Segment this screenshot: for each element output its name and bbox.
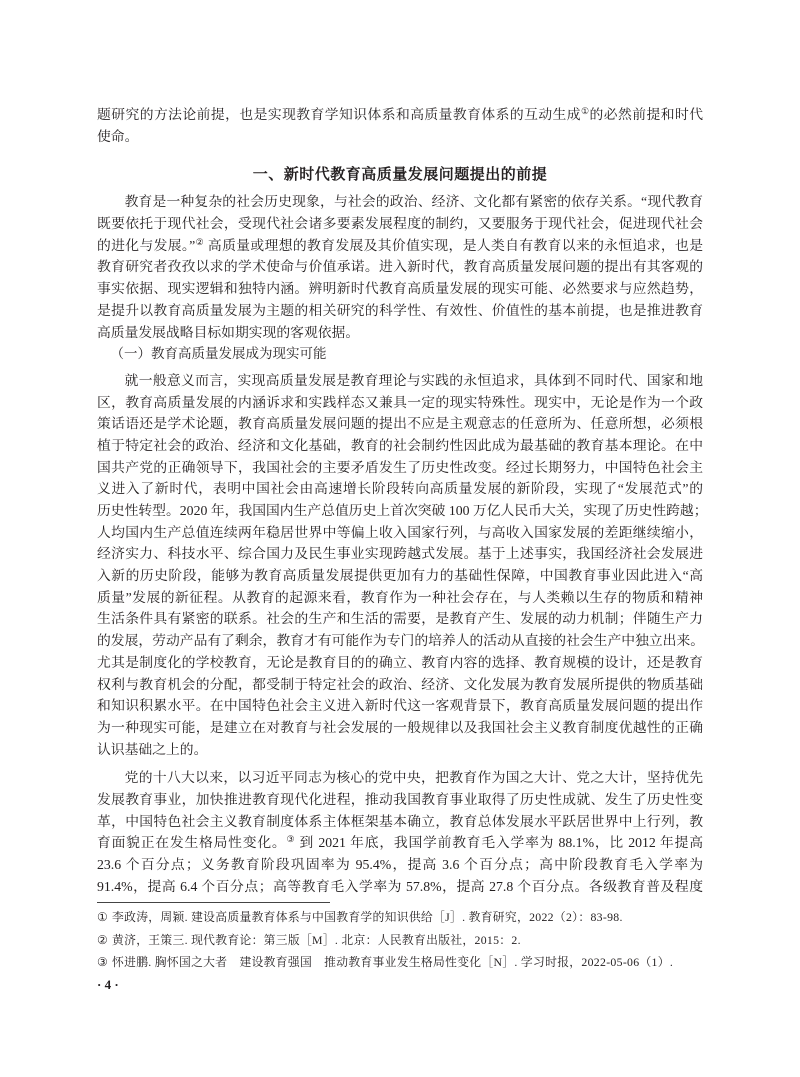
text-line: 教育研究者孜孜以求的学术使命与价值承诺。进入新时代，教育高质量发展问题的提出有其客观的 bbox=[97, 259, 703, 275]
footnote-item bbox=[97, 951, 707, 974]
text-line: 是提升以教育高质量发展为主题的相关研究的科学性、有效性、价值性的基本前提，也是推进教育 bbox=[97, 302, 703, 318]
text-line: 尤其是制度化的学校教育，无论是教育目的的确立、教育内容的选择、教育规模的设计，还是教育 bbox=[97, 654, 703, 670]
footnote-ref-2: ② bbox=[195, 236, 205, 247]
text-line: 和知识积累水平。在中国特色社会主义进入新时代这一客观背景下，教育高质量发展问题的提出作 bbox=[97, 698, 703, 714]
text-line: 认识基础之上的。 bbox=[97, 741, 208, 757]
text-run: 题研究的方法论前提，也是实现教育学知识体系和高质量教育体系的互动生成 bbox=[97, 107, 582, 122]
footnote-ref-1: ① bbox=[581, 106, 590, 116]
footnote-marker: ③ bbox=[97, 955, 108, 969]
subsection-heading: （一）教育高质量发展成为现实可能 bbox=[110, 346, 327, 362]
text-line bbox=[97, 235, 703, 257]
footnote-marker: ② bbox=[97, 932, 108, 947]
text-line: 植于特定社会的政治、经济和文化基础，教育的社会制约性因此成为最基础的教育基本理论。在中 bbox=[97, 437, 703, 453]
text-line: 历史性转型。2020 年，我国国内生产总值历史上首次突破 100 万亿人民币大关，实现了历史性跨越； bbox=[97, 503, 708, 518]
text-line: 权利与教育机会的分配，都受制于特定社会的政治、经济、文化发展为教育发展所提供的物质基础 bbox=[97, 676, 703, 692]
footnote-marker: ① bbox=[97, 910, 108, 924]
text-line: 生活条件具有紧密的联系。社会的生产和生活的需要，是教育产生、发展的动力机制；伴随生产力 bbox=[97, 611, 703, 627]
section-heading: 一、新时代教育高质量发展问题提出的前提 bbox=[252, 167, 548, 184]
text-line: 人均国内生产总值连续两年稳居世界中等偏上收入国家行列，与高收入国家发展的差距继续缩小， bbox=[97, 524, 703, 540]
footnote-text: 怀进鹏. 胸怀国之大者 建设教育强国 推动教育事业发生格局性变化［N］. 学习时报，2022-05-06（1）. bbox=[112, 955, 674, 969]
footnote-ref-3: ③ bbox=[286, 834, 296, 845]
footnotes bbox=[97, 906, 707, 974]
text-line: 就一般意义而言，实现高质量发展是教育理论与实践的永恒追求，具体到不同时代、国家和地 bbox=[124, 372, 703, 388]
text-line: 的发展，劳动产品有了剩余，教育才有可能作为专门的培养人的活动从直接的社会生产中独立出来。 bbox=[97, 633, 705, 649]
text-line: 23.6 个百分点；义务教育阶段巩固率为 95.4%，提高 3.6 个百分点；高中阶段教育毛入学率为 bbox=[97, 857, 703, 872]
page-number: · 4 · bbox=[97, 977, 119, 992]
text-line: 事实依据、现实逻辑和独特内涵。辨明新时代教育高质量发展的现实可能、必然要求与应然趋势， bbox=[97, 281, 703, 297]
text-line: 既要依托于现代社会，受现代社会诸多要素发展程度的制约，又要服务于现代社会，促进现代社会 bbox=[97, 216, 703, 232]
footnote-text: 李政涛，周颖. 建设高质量教育体系与中国教育学的知识供给［J］. 教育研究，2022（2）：83-98. bbox=[112, 910, 623, 924]
text-line: 义进入了新时代，表明中国社会由高速增长阶段转向高质量发展的新阶段，实现了“发展范式”的 bbox=[97, 481, 703, 497]
text-run: 育面貌正在发生格局性变化。 bbox=[97, 835, 287, 851]
text-line bbox=[97, 104, 703, 126]
text-line: 革，中国特色社会主义教育制度体系主体框架基本确立，教育总体发展水平跃居世界中上行列，教 bbox=[97, 813, 703, 829]
footnote-rule bbox=[97, 902, 330, 903]
paragraph bbox=[97, 767, 703, 897]
text-line: 国共产党的正确领导下，我国社会的主要矛盾发生了历史性改变。经过长期努力，中国特色社会主 bbox=[97, 459, 703, 475]
text-line: 党的十八大以来，以习近平同志为核心的党中央，把教育作为国之大计、党之大计，坚持优先 bbox=[124, 770, 703, 786]
text-line: 区，教育高质量发展的内涵诉求和实践样态又兼具一定的现实特殊性。现实中，无论是作为一个政 bbox=[97, 394, 703, 410]
footnote-item bbox=[97, 929, 707, 952]
paragraph bbox=[97, 370, 708, 760]
text-line: 高质量发展战略目标如期实现的客观依据。 bbox=[97, 324, 360, 340]
text-line: 使命。 bbox=[97, 128, 139, 144]
body-text bbox=[97, 104, 708, 897]
footnote-text: 黄济，王策三. 现代教育论：第三版［M］. 北京：人民教育出版社，2015：2. bbox=[112, 932, 521, 947]
footnote-item bbox=[97, 906, 707, 929]
text-line: 发展教育事业，加快推进教育现代化进程，推动我国教育事业取得了历史性成就、发生了历史性变 bbox=[97, 791, 703, 807]
paragraph bbox=[97, 191, 703, 343]
text-line: 经济实力、科技水平、综合国力及民生事业实现跨越式发展。基于上述事实，我国经济社会发展进 bbox=[97, 546, 703, 562]
text-line bbox=[97, 832, 703, 854]
text-line: 教育是一种复杂的社会历史现象，与社会的政治、经济、文化都有紧密的依存关系。“现代教育 bbox=[124, 194, 703, 210]
text-run: 高质量或理想的教育发展及其价值实现，是人类自有教育以来的永恒追求，也是 bbox=[204, 237, 703, 253]
text-run: 到 2021 年底，我国学前教育毛入学率为 88.1%，比 2012 年提高 bbox=[295, 835, 703, 851]
text-line: 入新的历史阶段，能够为教育高质量发展提供更加有力的基础性保障，中国教育事业因此进入“高 bbox=[97, 568, 703, 584]
text-line: 91.4%，提高 6.4 个百分点；高等教育毛入学率为 57.8%，提高 27.8 个百分点。各级教育普及程度 bbox=[97, 878, 703, 894]
text-line: 为一种现实可能，是建立在对教育与社会发展的一般规律以及我国社会主义教育制度优越性的正确 bbox=[97, 719, 703, 735]
text-line: 策话语还是学术论题，教育高质量发展问题的提出不应是主观意志的任意所为、任意所想，必须根 bbox=[97, 416, 703, 432]
text-run: 的必然前提和时代 bbox=[589, 107, 703, 122]
text-line: 质量”发展的新征程。从教育的起源来看，教育作为一种社会存在，与人类赖以生存的物质和精神 bbox=[97, 589, 703, 605]
text-run: 的进化与发展。” bbox=[97, 237, 196, 253]
paragraph-continuation bbox=[97, 104, 703, 147]
